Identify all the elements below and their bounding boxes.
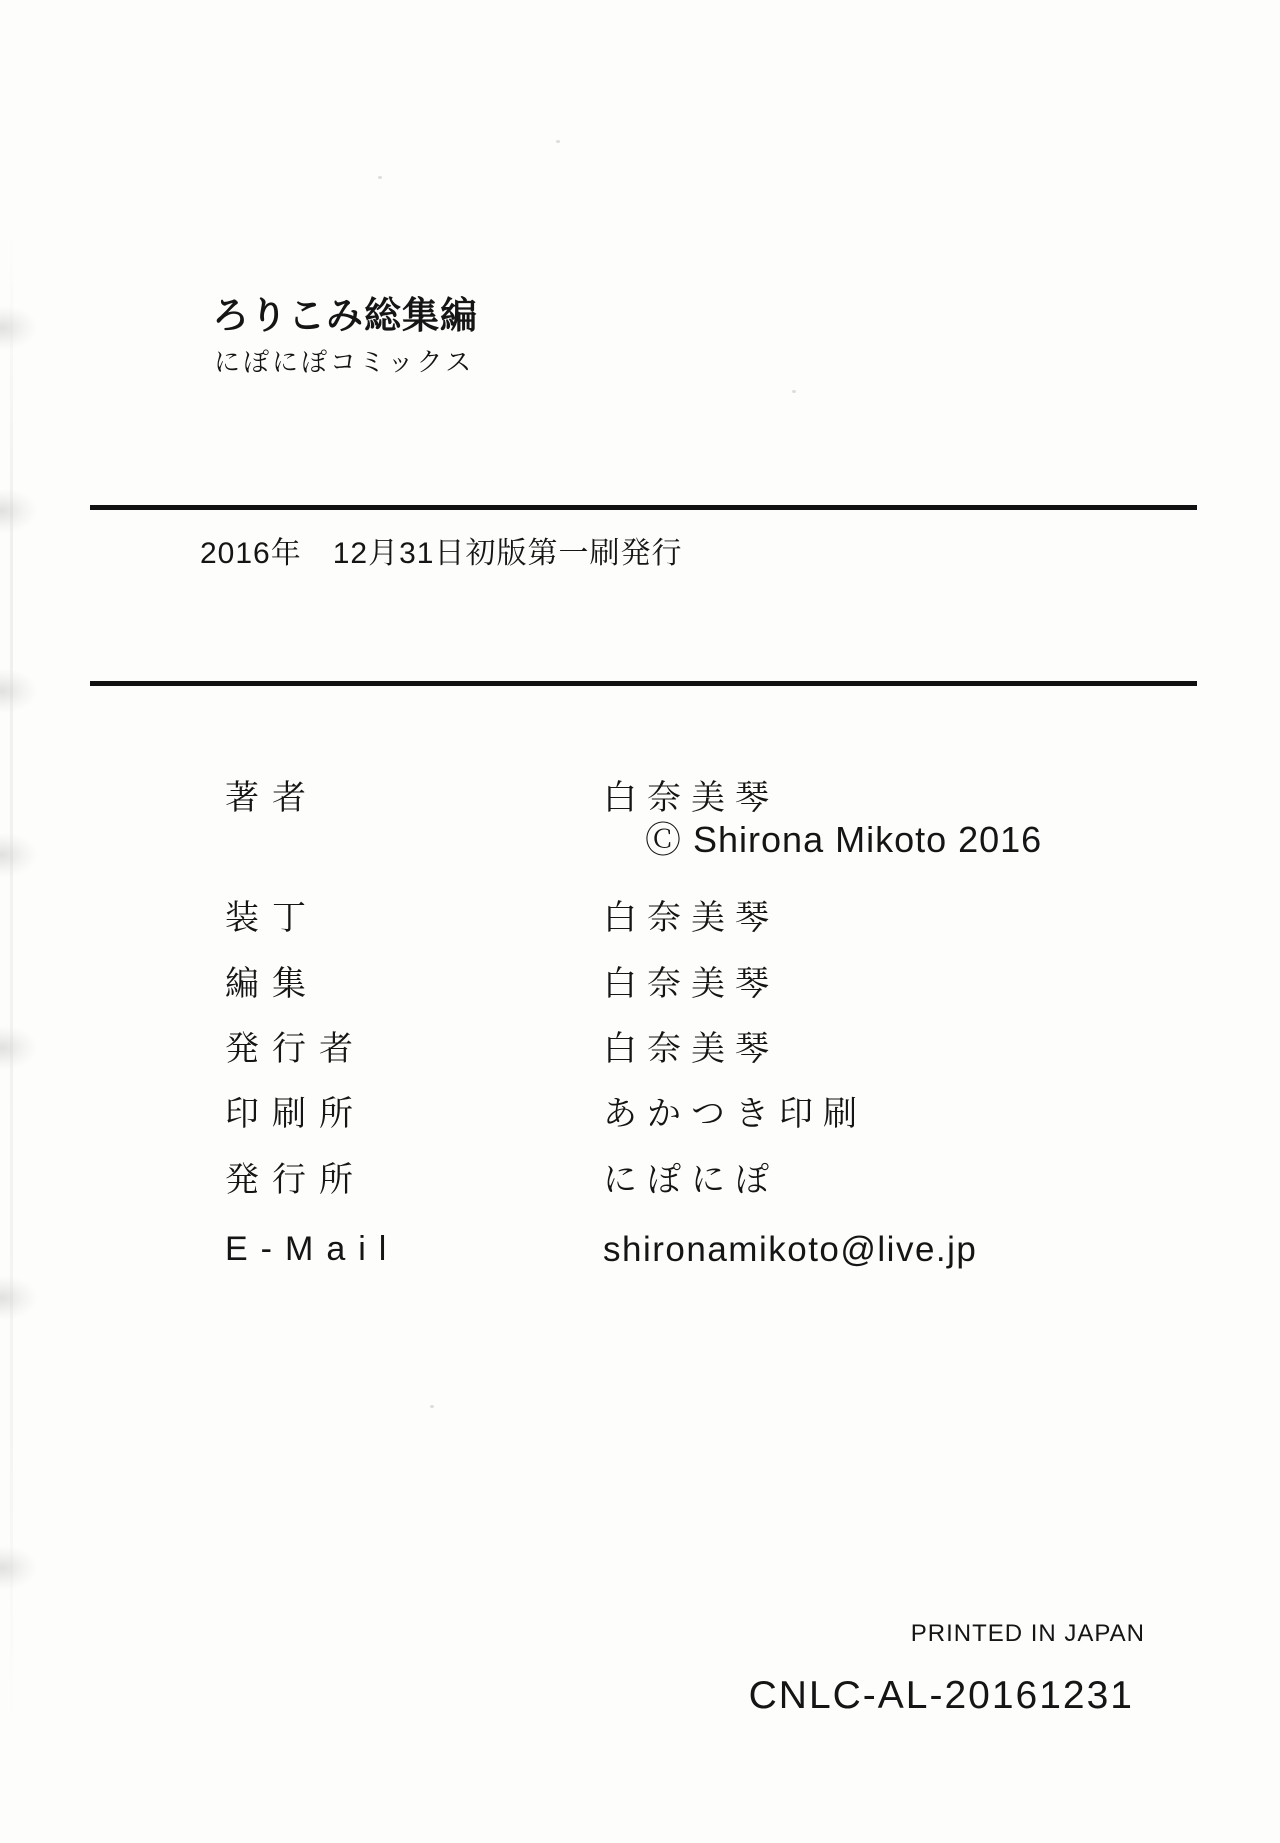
credit-row-printer [225,1086,867,1135]
scan-speck [556,140,560,143]
edition-date-line: 2016年 12月31日初版第一刷発行 [200,537,683,570]
binding-shadow [0,1025,38,1071]
printed-in-japan-text: PRINTED IN JAPAN [910,1620,1145,1647]
divider-rule-top [90,505,1197,510]
binding-shadow [0,832,38,878]
credit-row-author [225,770,779,819]
catalog-code: CNLC-AL-20161231 [748,1674,1134,1717]
scan-speck [378,176,382,179]
credit-value: 白奈美琴 [603,779,779,817]
binding-shadow [0,488,38,534]
credit-value: あかつき印刷 [603,1095,867,1133]
credit-label: 発行者 [225,1030,366,1068]
divider-rule-bottom [90,681,1197,686]
credit-row-publishing-house [225,1152,779,1201]
binding-shadow [0,305,38,351]
credit-label: E-Mail [225,1230,400,1268]
credit-row-editing [225,956,779,1005]
credit-value: 白奈美琴 [603,965,779,1003]
credit-value: 白奈美琴 [603,1030,779,1068]
book-title: ろりこみ総集編 [212,295,478,336]
scan-speck [792,390,796,393]
copyright-line: Ⓒ Shirona Mikoto 2016 [645,819,1043,860]
credit-value: 白奈美琴 [603,899,779,937]
book-series: にぽにぽコミックス [214,347,475,377]
credit-value-email: shironamikoto@live.jp [603,1230,978,1269]
credit-row-email [225,1230,978,1269]
credit-label: 発行所 [225,1161,366,1199]
binding-shadow [0,668,38,714]
credit-label: 編集 [225,965,319,1003]
credit-row-design [225,890,779,939]
scan-speck [430,1405,434,1408]
credit-row-publisher-person [225,1021,779,1070]
binding-shadow [0,1545,38,1591]
credit-label: 印刷所 [225,1095,366,1133]
credit-value: にぽにぽ [603,1161,779,1199]
binding-shadow [0,1275,38,1321]
credit-label: 著者 [225,779,319,817]
scan-edge-streak [10,230,13,1730]
credit-label: 装丁 [225,899,319,937]
